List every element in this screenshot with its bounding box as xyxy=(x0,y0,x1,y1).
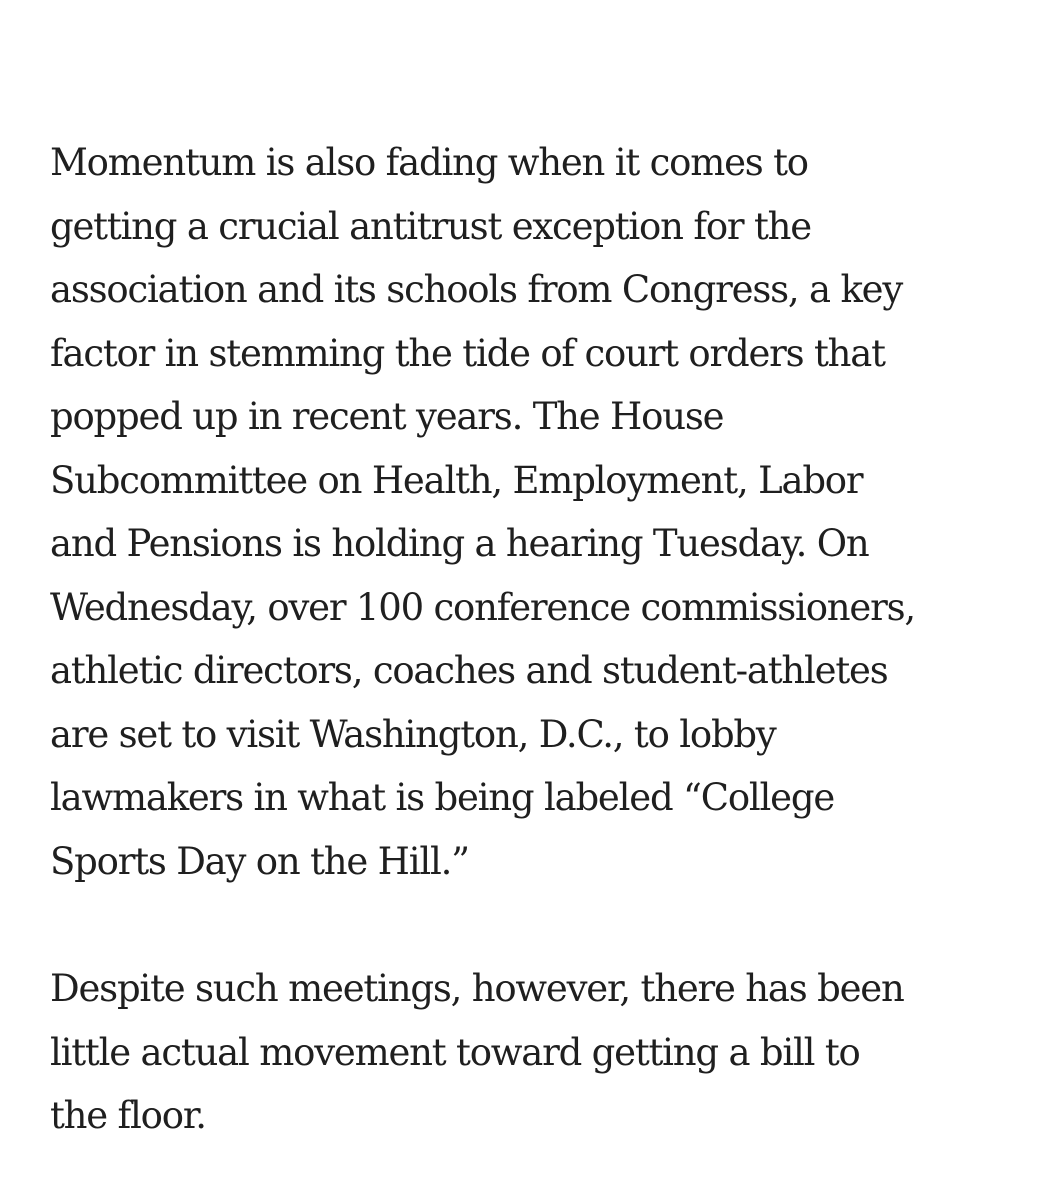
paragraph-line: association and its schools from Congress, a key xyxy=(50,268,903,311)
paragraph-line: and Pensions is holding a hearing Tuesday. On xyxy=(50,522,869,565)
paragraph-line: Despite such meetings, however, there has been xyxy=(50,967,904,1010)
paragraph-line: popped up in recent years. The House xyxy=(50,395,724,438)
paragraph-spacer xyxy=(50,893,1010,957)
paragraph-line: little actual movement toward getting a bill to xyxy=(50,1030,860,1074)
article-paragraph xyxy=(50,957,1010,1148)
paragraph-line: lawmakers in what is being labeled “College xyxy=(50,776,835,819)
paragraph-line: Momentum is also fading when it comes to xyxy=(50,141,808,184)
paragraph-line: Wednesday, over 100 conference commissioners, xyxy=(50,585,915,629)
paragraph-line: getting a crucial antitrust exception for the xyxy=(50,204,811,248)
paragraph-line: Sports Day on the Hill.” xyxy=(50,839,469,883)
article-body xyxy=(50,131,1010,1148)
article-paragraph xyxy=(50,131,1010,893)
paragraph-line: Subcommittee on Health, Employment, Labor xyxy=(50,458,863,502)
paragraph-line: the floor. xyxy=(50,1094,206,1137)
paragraph-line: are set to visit Washington, D.C., to lobby xyxy=(50,712,776,756)
paragraph-line: athletic directors, coaches and student-athletes xyxy=(50,649,888,692)
paragraph-line: factor in stemming the tide of court orders that xyxy=(50,331,885,375)
